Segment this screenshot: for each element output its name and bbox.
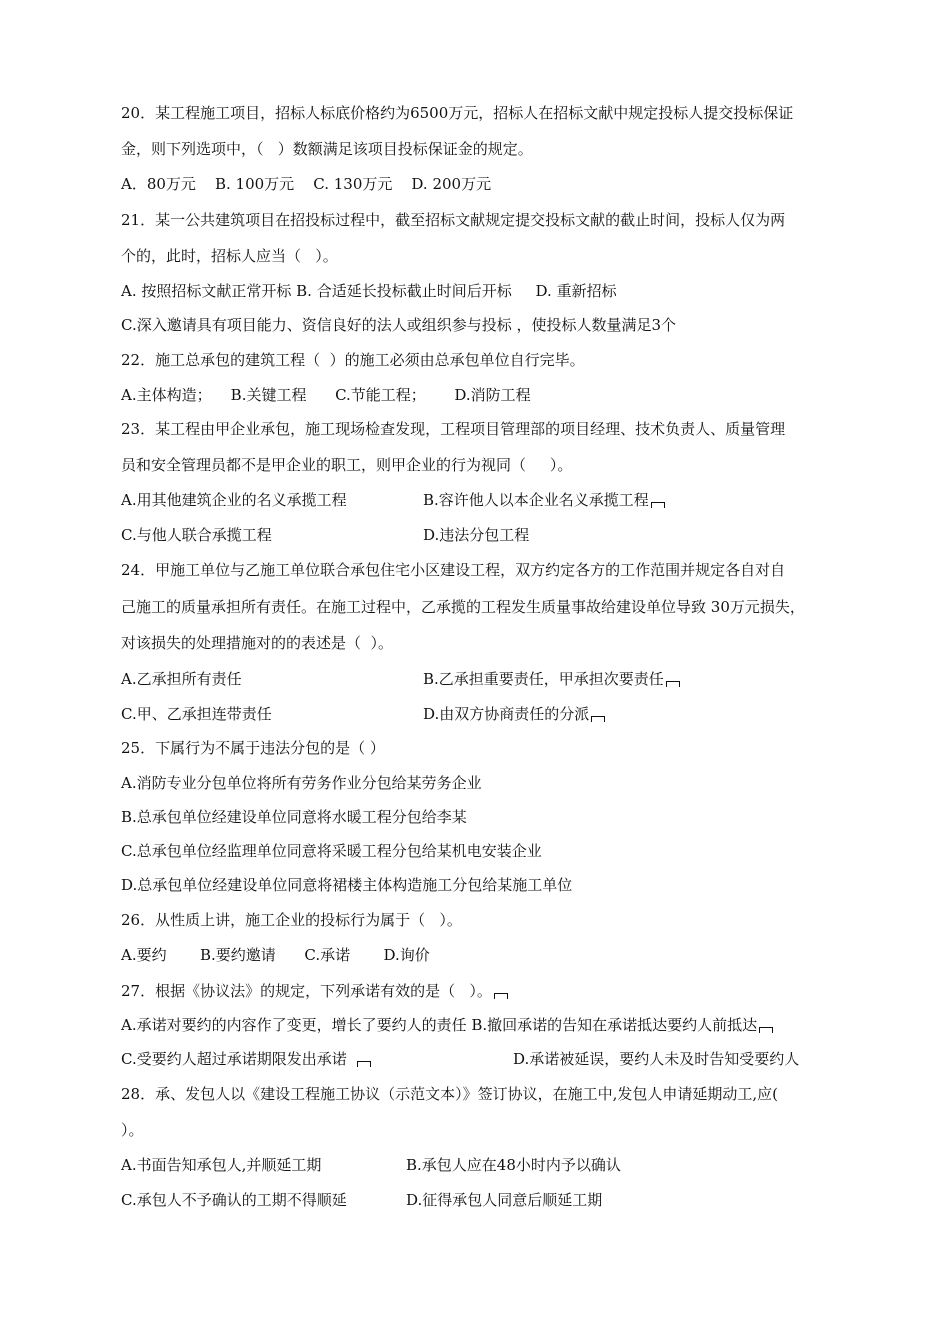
q25-option-a: A.消防专业分包单位将所有劳务作业分包给某劳务企业 xyxy=(121,774,482,792)
q24-option-d xyxy=(423,703,605,725)
q27-line-1 xyxy=(121,980,508,1002)
q21-options-1: A. 按照招标文献正常开标 B. 合适延长投标截止时间后开标 D. 重新招标 xyxy=(121,282,617,300)
q27-option-d: D.承诺被延误，要约人未及时告知受要约人 xyxy=(513,1050,800,1068)
q25-option-c: C.总承包单位经监理单位同意将采暖工程分包给某机电安装企业 xyxy=(121,842,542,860)
q23-option-b-text: B.容许他人以本企业名义承揽工程 xyxy=(423,491,649,509)
q28-option-b: B.承包人应在48小时内予以确认 xyxy=(406,1156,621,1174)
edit-mark-icon xyxy=(357,1061,371,1067)
q28-option-c: C.承包人不予确认的工期不得顺延 xyxy=(121,1191,347,1209)
q26-line-1: 26．从性质上讲，施工企业的投标行为属于（ ）。 xyxy=(121,911,462,929)
q21-options-2: C.深入邀请具有项目能力、资信良好的法人或组织参与投标 ，使投标人数量满足3个 xyxy=(121,316,677,334)
q22-options: A.主体构造； B.关键工程 C.节能工程； D.消防工程 xyxy=(121,386,531,404)
q27-option-c xyxy=(121,1048,371,1070)
q27-line-1-text: 27．根据《协议法》的规定，下列承诺有效的是（ ）。 xyxy=(121,982,492,1000)
edit-mark-icon xyxy=(666,681,680,687)
q25-option-d: D.总承包单位经建设单位同意将裙楼主体构造施工分包给某施工单位 xyxy=(121,876,573,894)
q22-line-1: 22．施工总承包的建筑工程（ ）的施工必须由总承包单位自行完毕。 xyxy=(121,351,585,369)
edit-mark-icon xyxy=(591,716,605,722)
q24-option-c: C.甲、乙承担连带责任 xyxy=(121,705,272,723)
q24-line-3: 对该损失的处理措施对的的表述是（ ）。 xyxy=(121,634,394,652)
q23-line-1: 23．某工程由甲企业承包，施工现场检查发现，工程项目管理部的项目经理、技术负责人、质量管理 xyxy=(121,420,786,438)
q23-line-2: 员和安全管理员都不是甲企业的职工，则甲企业的行为视同（ ）。 xyxy=(121,456,573,474)
q23-option-a: A.用其他建筑企业的名义承揽工程 xyxy=(121,491,347,509)
q28-option-a: A.书面告知承包人,并顺延工期 xyxy=(121,1156,322,1174)
q24-option-b xyxy=(423,668,680,690)
q21-line-1: 21．某一公共建筑项目在招投标过程中，截至招标文献规定提交投标文献的截止时间，投标人仅为两 xyxy=(121,211,786,229)
q23-option-c: C.与他人联合承揽工程 xyxy=(121,526,272,544)
edit-mark-icon xyxy=(651,502,665,508)
edit-mark-icon xyxy=(494,993,508,999)
q24-option-b-text: B.乙承担重要责任，甲承担次要责任 xyxy=(423,670,664,688)
q23-option-b xyxy=(423,489,665,511)
q25-option-b: B.总承包单位经建设单位同意将水暖工程分包给李某 xyxy=(121,808,467,826)
q24-line-2: 己施工的质量承担所有责任。在施工过程中，乙承揽的工程发生质量事故给建设单位导致 30万元损失， xyxy=(121,598,805,616)
q26-options: A.要约 B.要约邀请 C.承诺 D.询价 xyxy=(121,946,430,964)
q20-line-2: 金，则下列选项中，（ ）数额满足该项目投标保证金的规定。 xyxy=(121,140,533,158)
q28-line-2: ）。 xyxy=(121,1121,144,1139)
q27-option-c-text: C.受要约人超过承诺期限发出承诺 xyxy=(121,1050,347,1068)
q20-line-1: 20．某工程施工项目，招标人标底价格约为6500万元，招标人在招标文献中规定投标人提交投标保证 xyxy=(121,104,794,122)
q25-line-1: 25．下属行为不属于违法分包的是（ ） xyxy=(121,739,385,757)
q27-options-1 xyxy=(121,1014,773,1036)
q24-option-a: A.乙承担所有责任 xyxy=(121,670,242,688)
q21-line-2: 个的，此时，招标人应当（ ）。 xyxy=(121,247,338,265)
edit-mark-icon xyxy=(759,1027,773,1033)
q28-option-d: D.征得承包人同意后顺延工期 xyxy=(406,1191,603,1209)
q24-line-1: 24．甲施工单位与乙施工单位联合承包住宅小区建设工程，双方约定各方的工作范围并规定各自对自 xyxy=(121,561,786,579)
q23-option-d: D.违法分包工程 xyxy=(423,526,530,544)
q27-options-1-text: A.承诺对要约的内容作了变更，增长了要约人的责任 B.撤回承诺的告知在承诺抵达要约人前抵达 xyxy=(121,1016,758,1034)
q28-line-1: 28．承、发包人以《建设工程施工协议（示范文本）》签订协议，在施工中,发包人申请延期动工,应( xyxy=(121,1085,778,1103)
q24-option-d-text: D.由双方协商责任的分派 xyxy=(423,705,590,723)
q20-options: A．80万元 B. 100万元 C. 130万元 D. 200万元 xyxy=(121,175,492,193)
